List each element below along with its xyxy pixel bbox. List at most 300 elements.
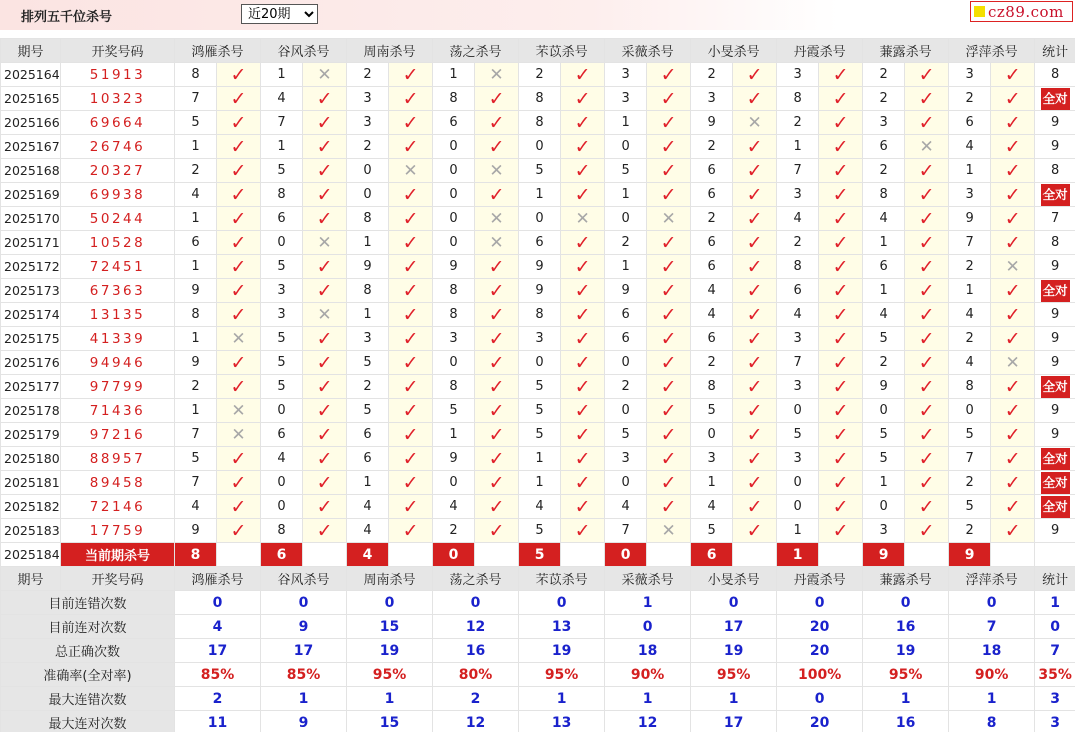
kill-number: 3 (691, 447, 733, 471)
result-cell (647, 327, 691, 351)
kill-number: 6 (691, 255, 733, 279)
result-cell (647, 495, 691, 519)
check-icon: ✓ (918, 471, 935, 494)
period-cell: 2025168 (1, 159, 61, 183)
result-cell (991, 423, 1035, 447)
total-cell (1035, 375, 1075, 399)
stat-value: 8 (949, 711, 1035, 732)
top-bar (0, 0, 1075, 30)
check-icon: ✓ (918, 255, 935, 278)
kill-number: 0 (777, 471, 819, 495)
result-cell (733, 423, 777, 447)
kill-number: 5 (175, 447, 217, 471)
result-cell (991, 303, 1035, 327)
stat-value: 19 (347, 639, 433, 663)
check-icon: ✓ (1004, 399, 1021, 422)
check-icon: ✓ (574, 279, 591, 302)
kill-number: 8 (433, 279, 475, 303)
kill-number: 2 (433, 519, 475, 543)
result-cell (561, 111, 605, 135)
current-kill-number: 6 (691, 543, 733, 567)
check-icon: ✓ (746, 375, 763, 398)
period-cell: 2025175 (1, 327, 61, 351)
check-icon: ✓ (574, 495, 591, 518)
stat-value: 0 (777, 591, 863, 615)
result-cell (389, 255, 433, 279)
kill-number: 5 (949, 495, 991, 519)
check-icon: ✓ (660, 495, 677, 518)
result-cell (561, 231, 605, 255)
current-kill-number: 1 (777, 543, 819, 567)
check-icon: ✓ (660, 183, 677, 206)
stat-value: 12 (605, 711, 691, 732)
result-cell (303, 519, 347, 543)
check-icon: ✓ (488, 279, 505, 302)
kill-number: 5 (261, 327, 303, 351)
check-icon: ✓ (230, 159, 247, 182)
result-cell (389, 399, 433, 423)
stat-value: 1 (605, 591, 691, 615)
result-cell (905, 495, 949, 519)
kill-number: 2 (863, 87, 905, 111)
check-icon: ✓ (918, 87, 935, 110)
check-icon: ✓ (1004, 327, 1021, 350)
kill-number: 2 (949, 87, 991, 111)
result-cell (905, 399, 949, 423)
result-cell (217, 351, 261, 375)
result-cell (475, 255, 519, 279)
kill-number: 9 (433, 255, 475, 279)
header-expert: 丹霞杀号 (777, 39, 863, 63)
check-icon: ✓ (402, 135, 419, 158)
check-icon: ✓ (230, 471, 247, 494)
kill-number: 7 (261, 111, 303, 135)
kill-number: 9 (175, 351, 217, 375)
kill-number: 7 (175, 471, 217, 495)
result-cell (733, 207, 777, 231)
kill-number: 3 (605, 87, 647, 111)
result-cell (819, 447, 863, 471)
result-cell (303, 255, 347, 279)
kill-number: 5 (605, 159, 647, 183)
header-expert: 小旻杀号 (691, 39, 777, 63)
result-cell (389, 495, 433, 519)
current-kill-number: 9 (863, 543, 905, 567)
draw-number: 72451 (61, 255, 175, 279)
check-icon: ✓ (574, 63, 591, 86)
check-icon: ✓ (832, 183, 849, 206)
check-icon: ✓ (832, 495, 849, 518)
header-expert: 蒹露杀号 (863, 567, 949, 591)
stat-value: 0 (605, 615, 691, 639)
check-icon: ✓ (488, 111, 505, 134)
draw-number: 10323 (61, 87, 175, 111)
check-icon: ✓ (402, 351, 419, 374)
table-row (1, 111, 1075, 135)
result-cell (905, 447, 949, 471)
stat-value: 13 (519, 711, 605, 732)
kill-number: 6 (691, 183, 733, 207)
check-icon: ✓ (832, 87, 849, 110)
check-icon: ✓ (746, 351, 763, 374)
kill-number: 7 (175, 87, 217, 111)
site-logo[interactable] (970, 1, 1073, 22)
stat-total: 7 (1035, 639, 1075, 663)
table-row (1, 231, 1075, 255)
check-icon: ✓ (402, 255, 419, 278)
result-cell (991, 375, 1035, 399)
check-icon: ✓ (832, 255, 849, 278)
check-icon: ✓ (402, 207, 419, 230)
kill-number: 0 (863, 495, 905, 519)
kill-number: 5 (863, 447, 905, 471)
check-icon: ✓ (316, 207, 333, 230)
kill-number: 5 (261, 351, 303, 375)
header-expert: 芣苡杀号 (519, 567, 605, 591)
kill-number: 3 (949, 63, 991, 87)
kill-number: 6 (261, 423, 303, 447)
kill-number: 5 (777, 423, 819, 447)
total-cell (1035, 471, 1075, 495)
kill-number: 4 (949, 351, 991, 375)
check-icon: ✓ (488, 183, 505, 206)
draw-number: 41339 (61, 327, 175, 351)
table-row (1, 63, 1075, 87)
result-cell (991, 135, 1035, 159)
kill-number: 5 (519, 423, 561, 447)
draw-number: 89458 (61, 471, 175, 495)
result-cell (303, 303, 347, 327)
kill-number: 4 (691, 495, 733, 519)
result-cell (475, 327, 519, 351)
table-row (1, 207, 1075, 231)
result-cell (733, 255, 777, 279)
result-cell (819, 399, 863, 423)
result-cell (905, 111, 949, 135)
result-cell (217, 231, 261, 255)
result-cell (217, 111, 261, 135)
result-cell (475, 351, 519, 375)
check-icon: ✓ (230, 519, 247, 542)
stat-value: 17 (261, 639, 347, 663)
result-cell (733, 63, 777, 87)
stat-value: 1 (949, 687, 1035, 711)
check-icon: ✓ (660, 447, 677, 470)
check-icon: ✓ (574, 471, 591, 494)
result-cell (303, 231, 347, 255)
stat-label: 最大连对次数 (1, 711, 175, 732)
current-kill-label: 当前期杀号 (61, 543, 175, 567)
header-expert: 鸿雁杀号 (175, 39, 261, 63)
check-icon: ✓ (746, 495, 763, 518)
kill-number: 1 (175, 327, 217, 351)
check-icon: ✓ (832, 447, 849, 470)
kill-number: 4 (433, 495, 475, 519)
result-cell (819, 423, 863, 447)
check-icon: ✓ (316, 255, 333, 278)
result-cell (819, 327, 863, 351)
result-cell (561, 375, 605, 399)
kill-number: 7 (175, 423, 217, 447)
table-row (1, 351, 1075, 375)
draw-number: 51913 (61, 63, 175, 87)
kill-number: 0 (433, 351, 475, 375)
stat-value: 11 (175, 711, 261, 732)
table-row (1, 159, 1075, 183)
kill-number: 1 (863, 231, 905, 255)
check-icon: ✓ (316, 375, 333, 398)
check-icon: ✓ (574, 375, 591, 398)
result-cell (303, 111, 347, 135)
kill-number: 8 (261, 183, 303, 207)
result-cell (991, 63, 1035, 87)
check-icon: ✓ (918, 279, 935, 302)
result-cell (217, 183, 261, 207)
kill-number: 8 (863, 183, 905, 207)
stat-value: 17 (691, 615, 777, 639)
result-cell (647, 279, 691, 303)
result-cell (217, 495, 261, 519)
check-icon: ✓ (918, 231, 935, 254)
current-blank-cell (475, 543, 519, 567)
cross-icon: ✕ (747, 112, 762, 133)
current-period: 2025184 (1, 543, 61, 567)
period-select[interactable] (241, 4, 318, 24)
check-icon: ✓ (918, 327, 935, 350)
kill-number: 8 (433, 87, 475, 111)
result-cell (475, 63, 519, 87)
kill-number: 4 (605, 495, 647, 519)
result-cell (733, 87, 777, 111)
stat-value: 85% (261, 663, 347, 687)
result-cell (389, 303, 433, 327)
check-icon: ✓ (402, 303, 419, 326)
check-icon: ✓ (230, 231, 247, 254)
kill-number: 2 (519, 63, 561, 87)
check-icon: ✓ (832, 351, 849, 374)
period-cell: 2025164 (1, 63, 61, 87)
check-icon: ✓ (918, 159, 935, 182)
kill-number: 6 (175, 231, 217, 255)
result-cell (905, 471, 949, 495)
result-cell (561, 303, 605, 327)
kill-number: 8 (347, 279, 389, 303)
kill-number: 8 (175, 63, 217, 87)
kill-number: 1 (949, 159, 991, 183)
draw-number: 71436 (61, 399, 175, 423)
result-cell (819, 63, 863, 87)
kill-number: 7 (605, 519, 647, 543)
result-cell (217, 303, 261, 327)
check-icon: ✓ (746, 159, 763, 182)
period-cell: 2025172 (1, 255, 61, 279)
check-icon: ✓ (230, 303, 247, 326)
stat-label: 准确率(全对率) (1, 663, 175, 687)
result-cell (217, 399, 261, 423)
header-expert: 浮萍杀号 (949, 39, 1035, 63)
kill-number: 9 (949, 207, 991, 231)
kill-number: 5 (433, 399, 475, 423)
check-icon: ✓ (660, 279, 677, 302)
kill-number: 5 (519, 159, 561, 183)
kill-number: 4 (175, 183, 217, 207)
result-cell (217, 87, 261, 111)
kill-number: 3 (261, 279, 303, 303)
kill-number: 2 (949, 519, 991, 543)
kill-number: 4 (347, 519, 389, 543)
check-icon: ✓ (316, 159, 333, 182)
table-row (1, 495, 1075, 519)
all-correct-badge: 全对 (1041, 376, 1070, 398)
check-icon: ✓ (746, 207, 763, 230)
current-kill-number: 4 (347, 543, 389, 567)
check-icon: ✓ (660, 351, 677, 374)
result-cell (733, 303, 777, 327)
kill-number: 2 (949, 471, 991, 495)
table-row (1, 135, 1075, 159)
kill-number: 2 (691, 351, 733, 375)
kill-number: 9 (605, 279, 647, 303)
kill-number: 0 (605, 471, 647, 495)
kill-number: 8 (777, 255, 819, 279)
kill-number: 2 (347, 135, 389, 159)
stat-value: 18 (949, 639, 1035, 663)
check-icon: ✓ (832, 519, 849, 542)
check-icon: ✓ (574, 423, 591, 446)
result-cell (475, 519, 519, 543)
draw-number: 17759 (61, 519, 175, 543)
kill-number: 2 (605, 375, 647, 399)
kill-number: 2 (777, 231, 819, 255)
check-icon: ✓ (316, 351, 333, 374)
period-cell: 2025171 (1, 231, 61, 255)
result-cell (991, 447, 1035, 471)
kill-number: 9 (433, 447, 475, 471)
header-expert: 谷风杀号 (261, 567, 347, 591)
header-expert: 采薇杀号 (605, 567, 691, 591)
table-row (1, 471, 1075, 495)
check-icon: ✓ (1004, 231, 1021, 254)
kill-number: 5 (863, 327, 905, 351)
kill-number: 1 (175, 399, 217, 423)
kill-number: 3 (777, 327, 819, 351)
check-icon: ✓ (746, 63, 763, 86)
kill-number: 8 (261, 519, 303, 543)
check-icon: ✓ (660, 111, 677, 134)
check-icon: ✓ (918, 183, 935, 206)
result-cell (475, 231, 519, 255)
result-cell (905, 279, 949, 303)
check-icon: ✓ (316, 327, 333, 350)
kill-number: 3 (605, 447, 647, 471)
stat-value: 100% (777, 663, 863, 687)
kill-number: 1 (347, 231, 389, 255)
result-cell (389, 423, 433, 447)
kill-number: 4 (261, 87, 303, 111)
result-cell (561, 495, 605, 519)
kill-number: 9 (691, 111, 733, 135)
header-period: 期号 (1, 567, 61, 591)
result-cell (303, 159, 347, 183)
result-cell (819, 303, 863, 327)
header-expert: 荡之杀号 (433, 39, 519, 63)
period-cell: 2025177 (1, 375, 61, 399)
check-icon: ✓ (746, 447, 763, 470)
check-icon: ✓ (488, 447, 505, 470)
result-cell (561, 183, 605, 207)
kill-number: 1 (175, 207, 217, 231)
result-cell (647, 447, 691, 471)
stat-value: 0 (863, 591, 949, 615)
period-cell: 2025169 (1, 183, 61, 207)
header-total: 统计 (1035, 567, 1075, 591)
kill-number: 9 (175, 279, 217, 303)
check-icon: ✓ (574, 183, 591, 206)
result-cell (561, 135, 605, 159)
draw-number: 69938 (61, 183, 175, 207)
period-cell: 2025178 (1, 399, 61, 423)
result-cell (991, 471, 1035, 495)
check-icon: ✓ (746, 255, 763, 278)
kill-number-table (0, 38, 1075, 732)
kill-number: 9 (863, 375, 905, 399)
kill-number: 4 (863, 207, 905, 231)
result-cell (819, 495, 863, 519)
kill-number: 1 (175, 135, 217, 159)
header-total: 统计 (1035, 39, 1075, 63)
total-cell (1035, 87, 1075, 111)
kill-number: 0 (261, 471, 303, 495)
draw-number: 20327 (61, 159, 175, 183)
header-expert: 芣苡杀号 (519, 39, 605, 63)
current-total-cell (1035, 543, 1075, 567)
result-cell (991, 87, 1035, 111)
stat-value: 2 (433, 687, 519, 711)
result-cell (819, 471, 863, 495)
result-cell (905, 327, 949, 351)
kill-number: 1 (433, 423, 475, 447)
current-blank-cell (561, 543, 605, 567)
total-cell: 8 (1035, 159, 1075, 183)
current-blank-cell (389, 543, 433, 567)
check-icon: ✓ (746, 519, 763, 542)
period-cell: 2025182 (1, 495, 61, 519)
check-icon: ✓ (402, 327, 419, 350)
check-icon: ✓ (1004, 375, 1021, 398)
kill-number: 0 (605, 351, 647, 375)
result-cell (733, 111, 777, 135)
stat-value: 2 (175, 687, 261, 711)
kill-number: 2 (863, 351, 905, 375)
check-icon: ✓ (488, 423, 505, 446)
result-cell (733, 519, 777, 543)
kill-number: 3 (777, 447, 819, 471)
cross-icon: ✕ (661, 208, 676, 229)
check-icon: ✓ (488, 495, 505, 518)
check-icon: ✓ (316, 423, 333, 446)
result-cell (905, 519, 949, 543)
result-cell (475, 471, 519, 495)
result-cell (991, 231, 1035, 255)
kill-number: 0 (347, 183, 389, 207)
result-cell (475, 87, 519, 111)
kill-number: 6 (863, 255, 905, 279)
kill-number: 1 (777, 519, 819, 543)
kill-number: 5 (949, 423, 991, 447)
kill-number: 7 (777, 351, 819, 375)
result-cell (991, 159, 1035, 183)
table-row (1, 519, 1075, 543)
